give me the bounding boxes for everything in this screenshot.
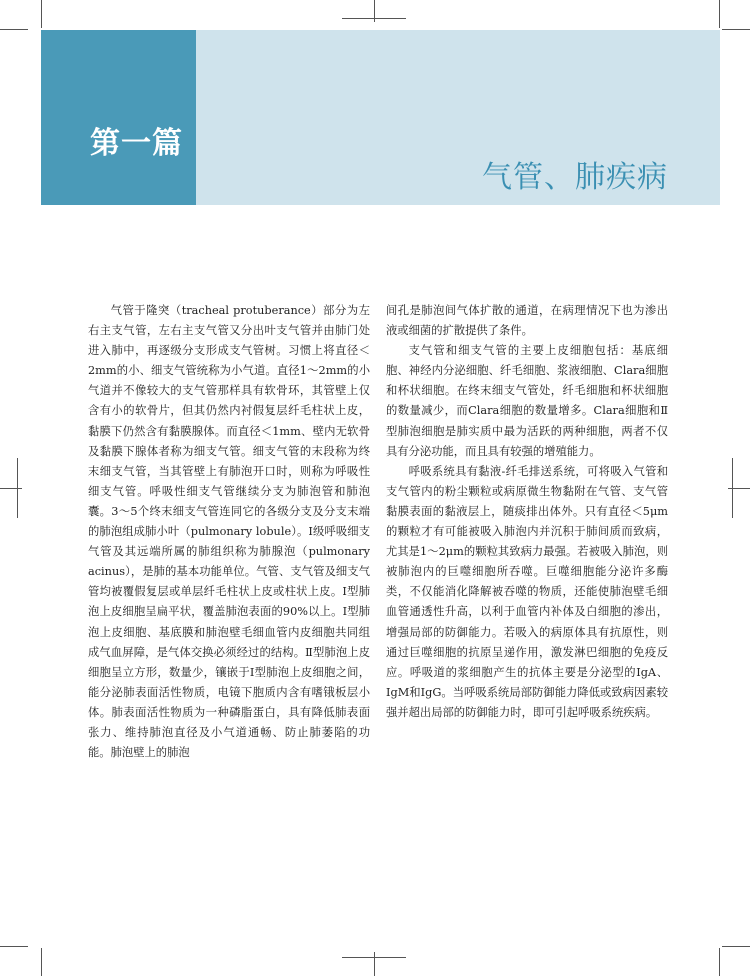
crop-mark <box>719 0 720 28</box>
crop-mark <box>0 29 28 30</box>
body-column-left <box>88 301 370 763</box>
part-title: 气管、肺疾病 <box>482 160 668 195</box>
crop-mark <box>0 488 22 489</box>
crop-mark <box>342 957 406 958</box>
paragraph: 气管于隆突（tracheal protuberance）部分为左右主支气管，左右主支气管又分出叶支气管并由肺门处进入肺中，再逐级分支形成支气管树。习惯上将直径＜2mm的小、细支气管统称为小气道。直径1～2mm的小气道并不像较大的支气管那样具有软骨环，其管壁上仅含有小的软骨片，但其仍然内衬假复层纤毛柱状上皮，黏膜下仍然含有黏膜腺体。而直径＜1mm、壁内无软骨及黏膜下腺体者称为细支气管。细支气管的末段称为终末细支气管，当其管壁上有肺泡开口时，则称为呼吸性细支气管。呼吸性细支气管继续分支为肺泡管和肺泡囊。3～5个终末细支气管连同它的各级分支及分支末端的肺泡组成肺小叶（pulmonary lobule）。Ⅰ级呼吸细支气管及其远端所属的肺组织称为肺腺泡（pulmonary acinus），是肺的基本功能单位。气管、支气管及细支气管均被覆假复层或单层纤毛柱状上皮或柱状上皮。Ⅰ型肺泡上皮细胞呈扁平状，覆盖肺泡表面的90%以上。Ⅰ型肺泡上皮细胞、基底膜和肺泡壁毛细血管内皮细胞共同组成气血屏障，是气体交换必须经过的结构。Ⅱ型肺泡上皮细胞呈立方形，数量少，镶嵌于Ⅰ型肺泡上皮细胞之间，能分泌肺表面活性物质，电镜下胞质内含有嗜锇板层小体。肺表面活性物质为一种磷脂蛋白，具有降低肺表面张力、维持肺泡直径及小气道通畅、防止肺萎陷的功能。肺泡壁上的肺泡 <box>88 304 370 760</box>
body-column-right <box>386 301 668 723</box>
paragraph: 支气管和细支气管的主要上皮细胞包括：基底细胞、神经内分泌细胞、纤毛细胞、浆液细胞、Clara细胞和杯状细胞。在终末细支气管处，纤毛细胞和杯状细胞的数量减少，而Clara细胞的数量增多。Clara细胞和Ⅱ型肺泡细胞是肺实质中最为活跃的两种细胞，两者不仅具有分泌功能，而且具有较强的增殖能力。 <box>386 344 668 458</box>
crop-mark <box>41 948 42 976</box>
crop-mark <box>0 946 28 947</box>
crop-mark <box>722 29 750 30</box>
crop-mark <box>719 948 720 976</box>
crop-mark <box>732 458 733 518</box>
crop-mark <box>342 18 406 19</box>
paragraph-continuation: 间孔是肺泡间气体扩散的通道，在病理情况下也为渗出液或细菌的扩散提供了条件。 <box>386 304 668 338</box>
crop-mark <box>722 946 750 947</box>
paragraph: 呼吸系统具有黏液-纤毛排送系统，可将吸入气管和支气管内的粉尘颗粒或病原微生物黏附在气管、支气管黏膜表面的黏液层上，随痰排出体外。只有直径＜5μm的颗粒才有可能被吸入肺泡内并沉积于肺间质而致病，尤其是1～2μm的颗粒其致病力最强。若被吸入肺泡，则被肺泡内的巨噬细胞所吞噬。巨噬细胞能分泌许多酶类，不仅能消化降解被吞噬的物质，还能使肺泡壁毛细血管通透性升高，以利于血管内补体及白细胞的渗出，增强局部的防御能力。若吸入的病原体具有抗原性，则通过巨噬细胞的抗原呈递作用，激发淋巴细胞的免疫反应。呼吸道的浆细胞产生的抗体主要是分泌型的IgA、IgM和IgG。当呼吸系统局部防御能力降低或致病因素较强并超出局部的防御能力时，即可引起呼吸系统疾病。 <box>386 464 668 719</box>
crop-mark <box>374 952 375 976</box>
crop-mark <box>41 0 42 28</box>
part-label: 第一篇 <box>90 126 183 161</box>
crop-mark <box>17 458 18 518</box>
